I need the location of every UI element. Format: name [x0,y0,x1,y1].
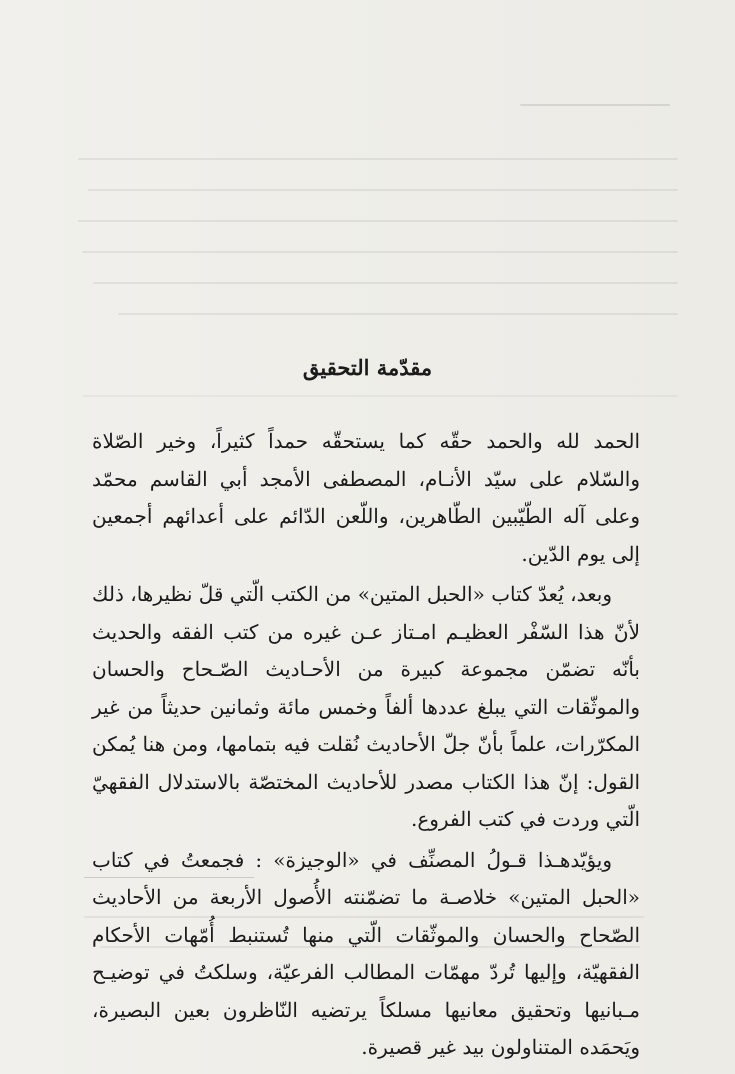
bleed-through-lines-middle [78,395,678,426]
bleed-through-header [520,98,670,112]
footnote-separator [84,877,254,878]
section-heading: مقدّمة التحقيق [302,355,433,380]
paragraph-1: الحمد لله والحمد حقّه كما يستحقّه حمداً كثيراً، وخير الصّلاة والسّلام على سيّد الأنـام، المصطفى الأمجد أبي القاسم محمّد وعلى آله الطّيّبين الطّاهرين، واللّعن الدّائم على أعدائهم أجمعين إلى يوم الدّين. [92,429,640,566]
bleed-through-lines-top [78,158,678,344]
paragraph-3: ويؤيّدهـذا قـولُ المصنِّف في «الوجيزة» : فجمعتُ في كتاب «الحبل المتين» خلاصـة ما تضمّنته الأُصول الأربعة من الأحاديث الصّحاح والحسان والموثّقات الّتي منها تُستنبط أُمّهات الأحكام الفقهيّة، وإليها تُردّ مهمّات المطالب الفرعيّة، وسلكتُ في توضيـح مـبانيها وتحقيق معانيها مسلكاً يرتضيه النّاظرون بعين البصيرة، ويَحمَده المتناولون بيد غير قصيرة. [92,847,640,1059]
document-body [92,423,640,1067]
paragraph-2: وبعد، يُعدّ كتاب «الحبل المتين» من الكتب الّتي قلّ نظيرها، ذلك لأنّ هذا السّفْر العظيـم امـتاز عـن غيره من كتب الفقه والحديث بأنّه تضمّن مجموعة كبيرة من الأحـاديث الصّـحاح والحسان والموثّقات التي يبلغ عددها ألفاً وخمس مائة وثمانين حديثاً من غير المكرّرات، علماً بأنّ جلّ الأحاديث نُقلت فيه بتمامها، ومن هنا يُمكن القول: إنّ هذا الكتاب مصدر للأحاديث المختصّة بالاستدلال الفقهيّ الّتي وردت في كتب الفروع. [92,582,640,831]
